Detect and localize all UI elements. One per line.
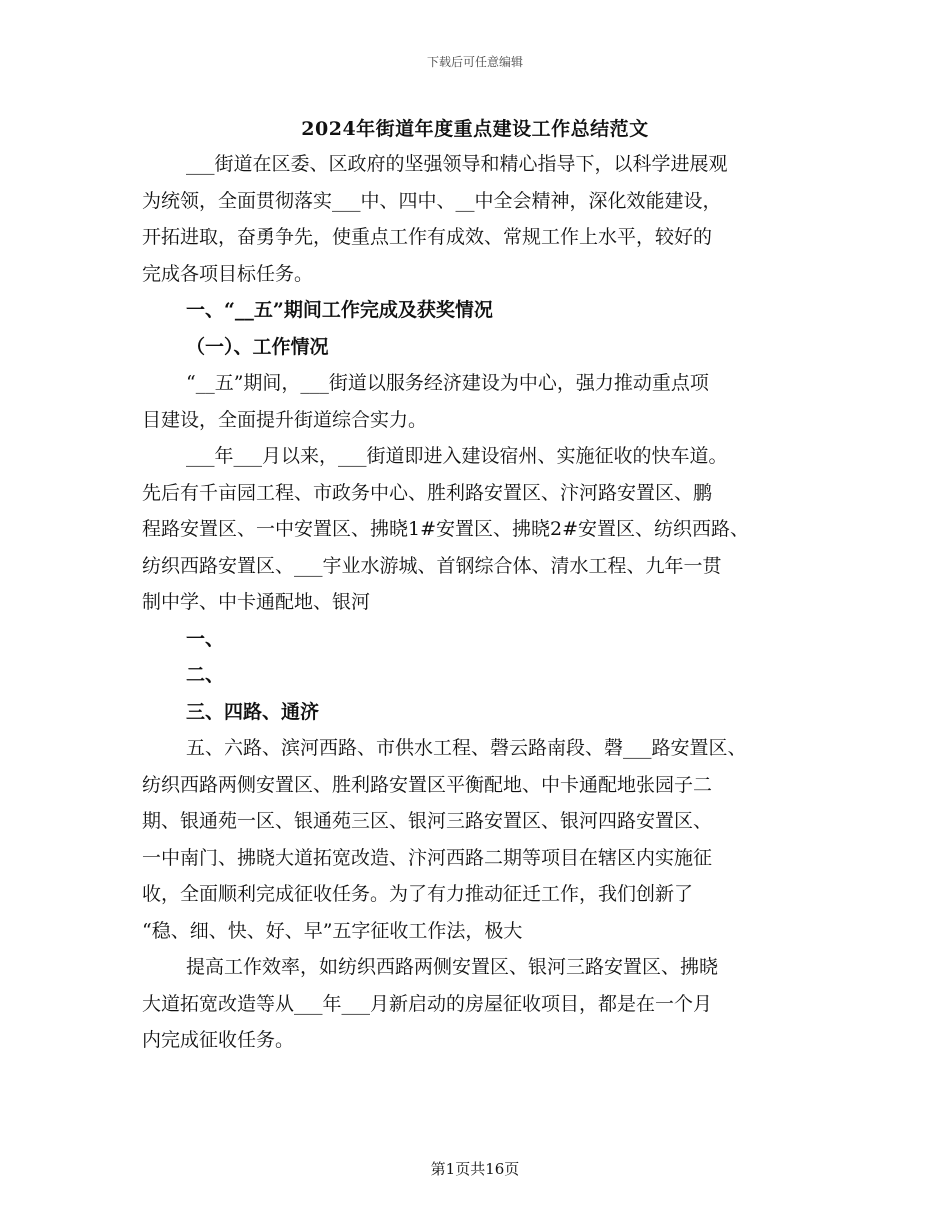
paragraph-line: 纺织西路两侧安置区、胜利路安置区平衡配地、中卡通配地张园子二	[142, 773, 713, 796]
paragraph-line: 制中学、中卡通配地、银河	[142, 591, 371, 613]
paragraph-line: “__五”期间，___街道以服务经济建设为中心，强力推动重点项	[186, 372, 709, 394]
page-footer: 第1页共16页	[430, 1160, 520, 1178]
paragraph-line: 完成各项目标任务。	[142, 262, 314, 285]
paragraph-line: 一中南门、拂晓大道拓宽改造、汴河西路二期等项目在辖区内实施征	[142, 846, 713, 869]
paragraph-line: 二、	[186, 664, 225, 686]
paragraph-line: 一、	[186, 627, 225, 650]
paragraph-line: ___街道在区委、区政府的坚强领导和精心指导下，以科学进展观	[186, 153, 728, 175]
paragraph-line: 程路安置区、一中安置区、拂晓1#安置区、拂晓2#安置区、纺织西路、	[142, 518, 750, 540]
paragraph-line: 纺织西路安置区、___宇业水游城、首钢综合体、清水工程、九年一贯	[142, 554, 722, 577]
paragraph-line: 大道拓宽改造等从___年___月新启动的房屋征收项目，都是在一个月	[142, 992, 713, 1015]
paragraph-line: 一、“__五”期间工作完成及获奖情况	[186, 299, 493, 321]
paragraph-line: 为统领，全面贯彻落实___中、四中、__中全会精神，深化效能建设，	[142, 189, 722, 212]
document-title: 2024年街道年度重点建设工作总结范文	[301, 118, 649, 140]
paragraph-line: 收，全面顺利完成征收任务。为了有力推动征迁工作，我们创新了	[142, 883, 694, 905]
paragraph-line: 期、银通苑一区、银通苑三区、银河三路安置区、银河四路安置区、	[142, 810, 713, 832]
paragraph-line: “稳、细、快、好、早”五字征收工作法，极大	[142, 919, 523, 942]
paragraph-line: （一）、工作情况	[186, 335, 329, 358]
paragraph-line: 三、四路、通济	[186, 700, 320, 723]
paragraph-line: 提高工作效率，如纺织西路两侧安置区、银河三路安置区、拂晓	[186, 956, 719, 978]
paragraph-line: 先后有千亩园工程、市政务中心、胜利路安置区、汴河路安置区、鹏	[142, 481, 713, 504]
paragraph-line: 目建设，全面提升街道综合实力。	[142, 408, 428, 431]
paragraph-line: 开拓进取，奋勇争先，使重点工作有成效、常规工作上水平，较好的	[142, 226, 713, 248]
paragraph-line: 内完成征收任务。	[142, 1029, 295, 1051]
paragraph-line: ___年___月以来，___街道即进入建设宿州、实施征收的快车道。	[186, 445, 728, 467]
document-body	[142, 150, 822, 1063]
paragraph-line: 五、六路、滨河西路、市供水工程、磬云路南段、磬___路安置区、	[186, 737, 747, 759]
header-note: 下载后可任意编辑	[426, 55, 523, 69]
